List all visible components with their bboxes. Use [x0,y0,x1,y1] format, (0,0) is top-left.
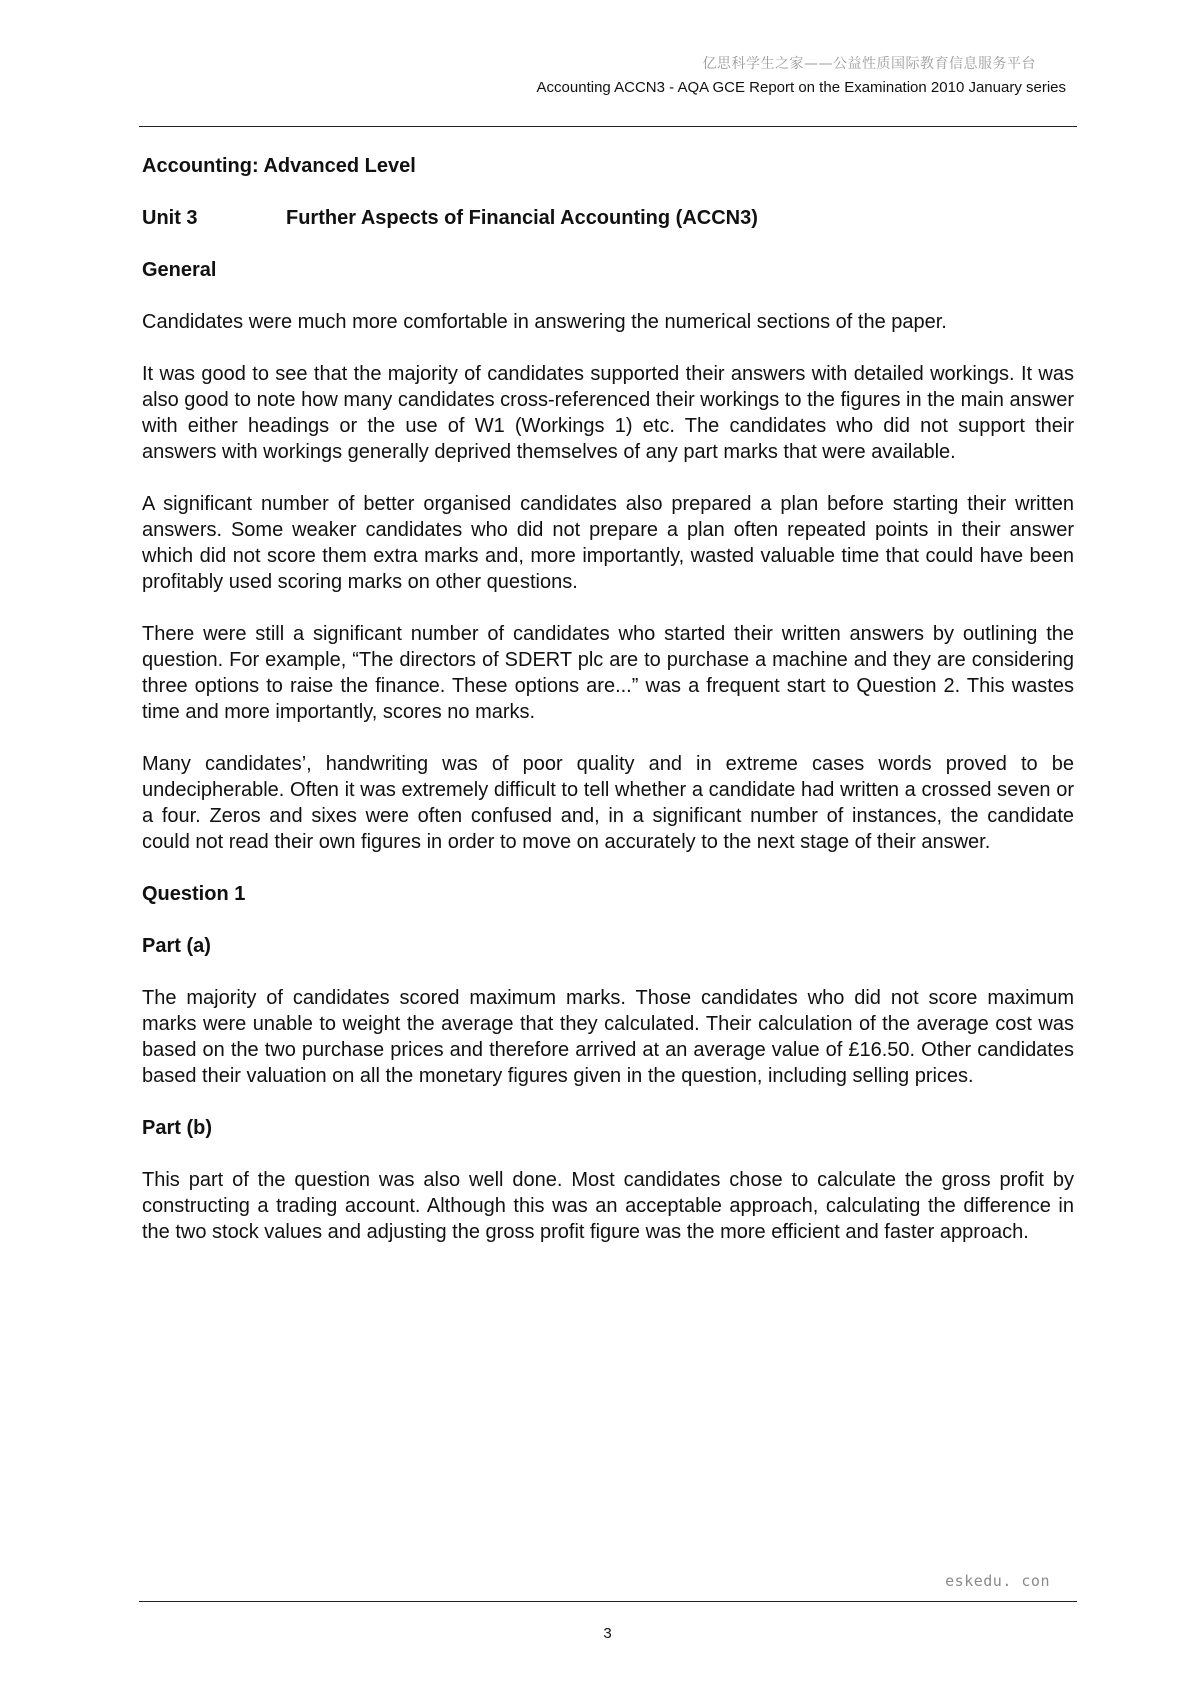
footer-watermark: eskedu. con [945,1572,1050,1590]
general-paragraph: Many candidates’, handwriting was of poor quality and in extreme cases words proved to be undecipherable. Often it was extremely difficult to tell whether a candidate had written a crossed seven or a four. Zeros and sixes were often confused and, in a significant number of instances, the candidate could not read their own figures in order to move on accurately to the next stage of their answer. [142,753,1074,853]
general-heading: General [142,259,217,281]
part-b-heading: Part (b) [142,1117,212,1139]
page-number: 3 [603,1625,612,1642]
document-body [142,153,1074,1271]
part-b-paragraph: This part of the question was also well done. Most candidates chose to calculate the gross profit by constructing a trading account. Although this was an acceptable approach, calculating the difference in the two stock values and adjusting the gross profit figure was the more efficient and faster approach. [142,1169,1074,1243]
part-a-paragraph: The majority of candidates scored maximum marks. Those candidates who did not score maximum marks were unable to weight the average that they calculated. Their calculation of the average cost was based on the two purchase prices and therefore arrived at an average value of £16.50. Other candidates based their valuation on all the monetary figures given in the question, including selling prices. [142,987,1074,1087]
part-a-heading: Part (a) [142,935,211,957]
unit-title: Further Aspects of Financial Accounting (ACCN3) [286,207,758,229]
general-paragraph: There were still a significant number of candidates who started their written answers by outlining the question. For example, “The directors of SDERT plc are to purchase a machine and they are considering three options to raise the finance. These options are...” was a frequent start to Question 2. This wastes time and more importantly, scores no marks. [142,623,1074,723]
general-paragraph: A significant number of better organised candidates also prepared a plan before starting their written answers. Some weaker candidates who did not prepare a plan often repeated points in their answer which did not score them extra marks and, more importantly, wasted valuable time that could have been profitably used scoring marks on other questions. [142,493,1074,593]
main-heading: Accounting: Advanced Level [142,155,416,177]
header-divider [139,126,1077,127]
header-watermark: 亿思科学生之家——公益性质国际教育信息服务平台 [702,56,1036,72]
unit-heading [142,205,1074,231]
general-paragraph: It was good to see that the majority of candidates supported their answers with detailed workings. It was also good to note how many candidates cross-referenced their workings to the figures in the main answer with either headings or the use of W1 (Workings 1) etc. The candidates who did not support their answers with workings generally deprived themselves of any part marks that were available. [142,363,1074,463]
question1-heading: Question 1 [142,883,246,905]
unit-number: Unit 3 [142,207,198,229]
header-title: Accounting ACCN3 - AQA GCE Report on the Examination 2010 January series [536,79,1066,96]
general-paragraph: Candidates were much more comfortable in answering the numerical sections of the paper. [142,311,947,333]
footer-divider [139,1601,1077,1602]
